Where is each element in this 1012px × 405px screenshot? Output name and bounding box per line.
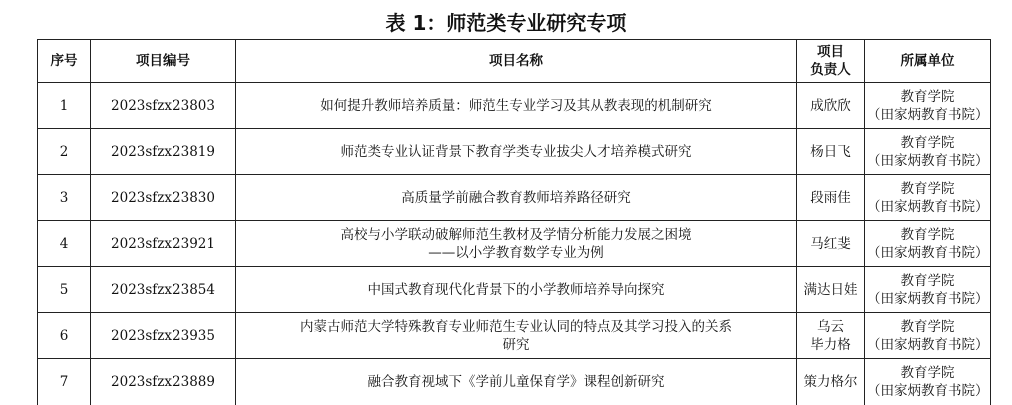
header-leader-line2: 负责人 <box>810 62 851 78</box>
cell-unit-line2: （田家炳教育书院） <box>867 382 989 399</box>
header-leader-line1: 项目 <box>817 44 844 60</box>
cell-no <box>38 83 91 129</box>
header-leader <box>797 40 865 83</box>
header-unit: 所属单位 <box>865 40 991 83</box>
cell-no <box>38 221 91 267</box>
cell-leader <box>797 175 865 221</box>
cell-code <box>91 83 236 129</box>
cell-code-line1: 2023sfzx23889 <box>111 373 215 390</box>
cell-unit-line2: （田家炳教育书院） <box>867 336 989 353</box>
cell-unit <box>865 267 991 313</box>
cell-code-line1: 2023sfzx23935 <box>111 327 215 344</box>
table-row <box>38 221 991 267</box>
cell-unit <box>865 359 991 405</box>
cell-code-line1: 2023sfzx23803 <box>111 97 215 114</box>
cell-name <box>236 175 797 221</box>
cell-unit <box>865 129 991 175</box>
cell-name <box>236 313 797 359</box>
cell-unit-line2: （田家炳教育书院） <box>867 290 989 307</box>
cell-unit-line2: （田家炳教育书院） <box>867 244 989 261</box>
project-table <box>37 39 991 405</box>
cell-leader <box>797 267 865 313</box>
cell-name-line1: 融合教育视域下《学前儿童保育学》课程创新研究 <box>367 373 665 390</box>
cell-no-line1: 3 <box>59 189 69 206</box>
header-code: 项目编号 <box>91 40 236 83</box>
cell-no-line1: 1 <box>59 97 69 114</box>
cell-unit-line1: 教育学院 <box>900 364 955 381</box>
cell-unit-line1: 教育学院 <box>900 318 955 335</box>
cell-no <box>38 313 91 359</box>
cell-unit-line1: 教育学院 <box>900 180 955 197</box>
cell-leader-line2: 毕力格 <box>810 336 851 353</box>
cell-code-line1: 2023sfzx23830 <box>111 189 215 206</box>
cell-leader <box>797 359 865 405</box>
table-header <box>38 40 991 83</box>
header-name: 项目名称 <box>236 40 797 83</box>
cell-name-line1: 师范类专业认证背景下教育学类专业拔尖人才培养模式研究 <box>340 143 692 160</box>
cell-leader-line1: 马红斐 <box>810 235 851 252</box>
cell-leader-line1: 乌云 <box>817 318 844 335</box>
cell-leader-line1: 成欣欣 <box>810 97 851 114</box>
cell-no-line1: 6 <box>59 327 69 344</box>
cell-leader <box>797 83 865 129</box>
cell-leader <box>797 313 865 359</box>
cell-no <box>38 175 91 221</box>
cell-leader-line1: 段雨佳 <box>810 189 851 206</box>
cell-name-line1: 中国式教育现代化背景下的小学教师培养导向探究 <box>367 281 665 298</box>
cell-no-line1: 2 <box>59 143 69 160</box>
cell-code <box>91 313 236 359</box>
cell-leader-line1: 杨日飞 <box>810 143 851 160</box>
cell-unit-line2: （田家炳教育书院） <box>867 198 989 215</box>
cell-unit-line2: （田家炳教育书院） <box>867 152 989 169</box>
cell-code-line1: 2023sfzx23854 <box>111 281 215 298</box>
cell-name-line1: 如何提升教师培养质量：师范生专业学习及其从教表现的机制研究 <box>320 97 712 114</box>
table-title: 表 1：师范类专业研究专项 <box>385 11 627 35</box>
cell-code-line1: 2023sfzx23819 <box>111 143 215 160</box>
header-no: 序号 <box>38 40 91 83</box>
cell-unit-line1: 教育学院 <box>900 88 955 105</box>
cell-name <box>236 267 797 313</box>
table-body <box>38 83 991 405</box>
cell-unit-line1: 教育学院 <box>900 272 955 289</box>
cell-name-line2: ——以小学教育数学专业为例 <box>428 244 604 261</box>
cell-name <box>236 359 797 405</box>
cell-no <box>38 129 91 175</box>
cell-leader-line1: 满达日娃 <box>803 281 858 298</box>
cell-code-line1: 2023sfzx23921 <box>111 235 215 252</box>
cell-no <box>38 359 91 405</box>
cell-leader-line1: 策力格尔 <box>803 373 858 390</box>
cell-name-line2: 研究 <box>502 336 530 353</box>
cell-leader <box>797 129 865 175</box>
cell-name-line1: 高校与小学联动破解师范生教材及学情分析能力发展之困境 <box>340 226 692 243</box>
table-row <box>38 359 991 405</box>
cell-no <box>38 267 91 313</box>
cell-unit <box>865 221 991 267</box>
table-row <box>38 313 991 359</box>
cell-code <box>91 267 236 313</box>
cell-unit <box>865 83 991 129</box>
cell-leader <box>797 221 865 267</box>
cell-code <box>91 175 236 221</box>
cell-name <box>236 129 797 175</box>
cell-unit-line1: 教育学院 <box>900 226 955 243</box>
cell-code <box>91 359 236 405</box>
cell-unit <box>865 313 991 359</box>
cell-unit-line1: 教育学院 <box>900 134 955 151</box>
cell-name-line1: 高质量学前融合教育教师培养路径研究 <box>401 189 631 206</box>
cell-unit-line2: （田家炳教育书院） <box>867 106 989 123</box>
cell-name <box>236 83 797 129</box>
cell-no-line1: 5 <box>59 281 69 298</box>
cell-unit <box>865 175 991 221</box>
table-row <box>38 83 991 129</box>
table-row <box>38 129 991 175</box>
table-row <box>38 175 991 221</box>
cell-no-line1: 4 <box>59 235 69 252</box>
cell-name-line1: 内蒙古师范大学特殊教育专业师范生专业认同的特点及其学习投入的关系 <box>300 318 732 335</box>
cell-code <box>91 221 236 267</box>
table-row <box>38 267 991 313</box>
cell-name <box>236 221 797 267</box>
cell-no-line1: 7 <box>59 373 69 390</box>
cell-code <box>91 129 236 175</box>
header-row <box>38 40 991 83</box>
